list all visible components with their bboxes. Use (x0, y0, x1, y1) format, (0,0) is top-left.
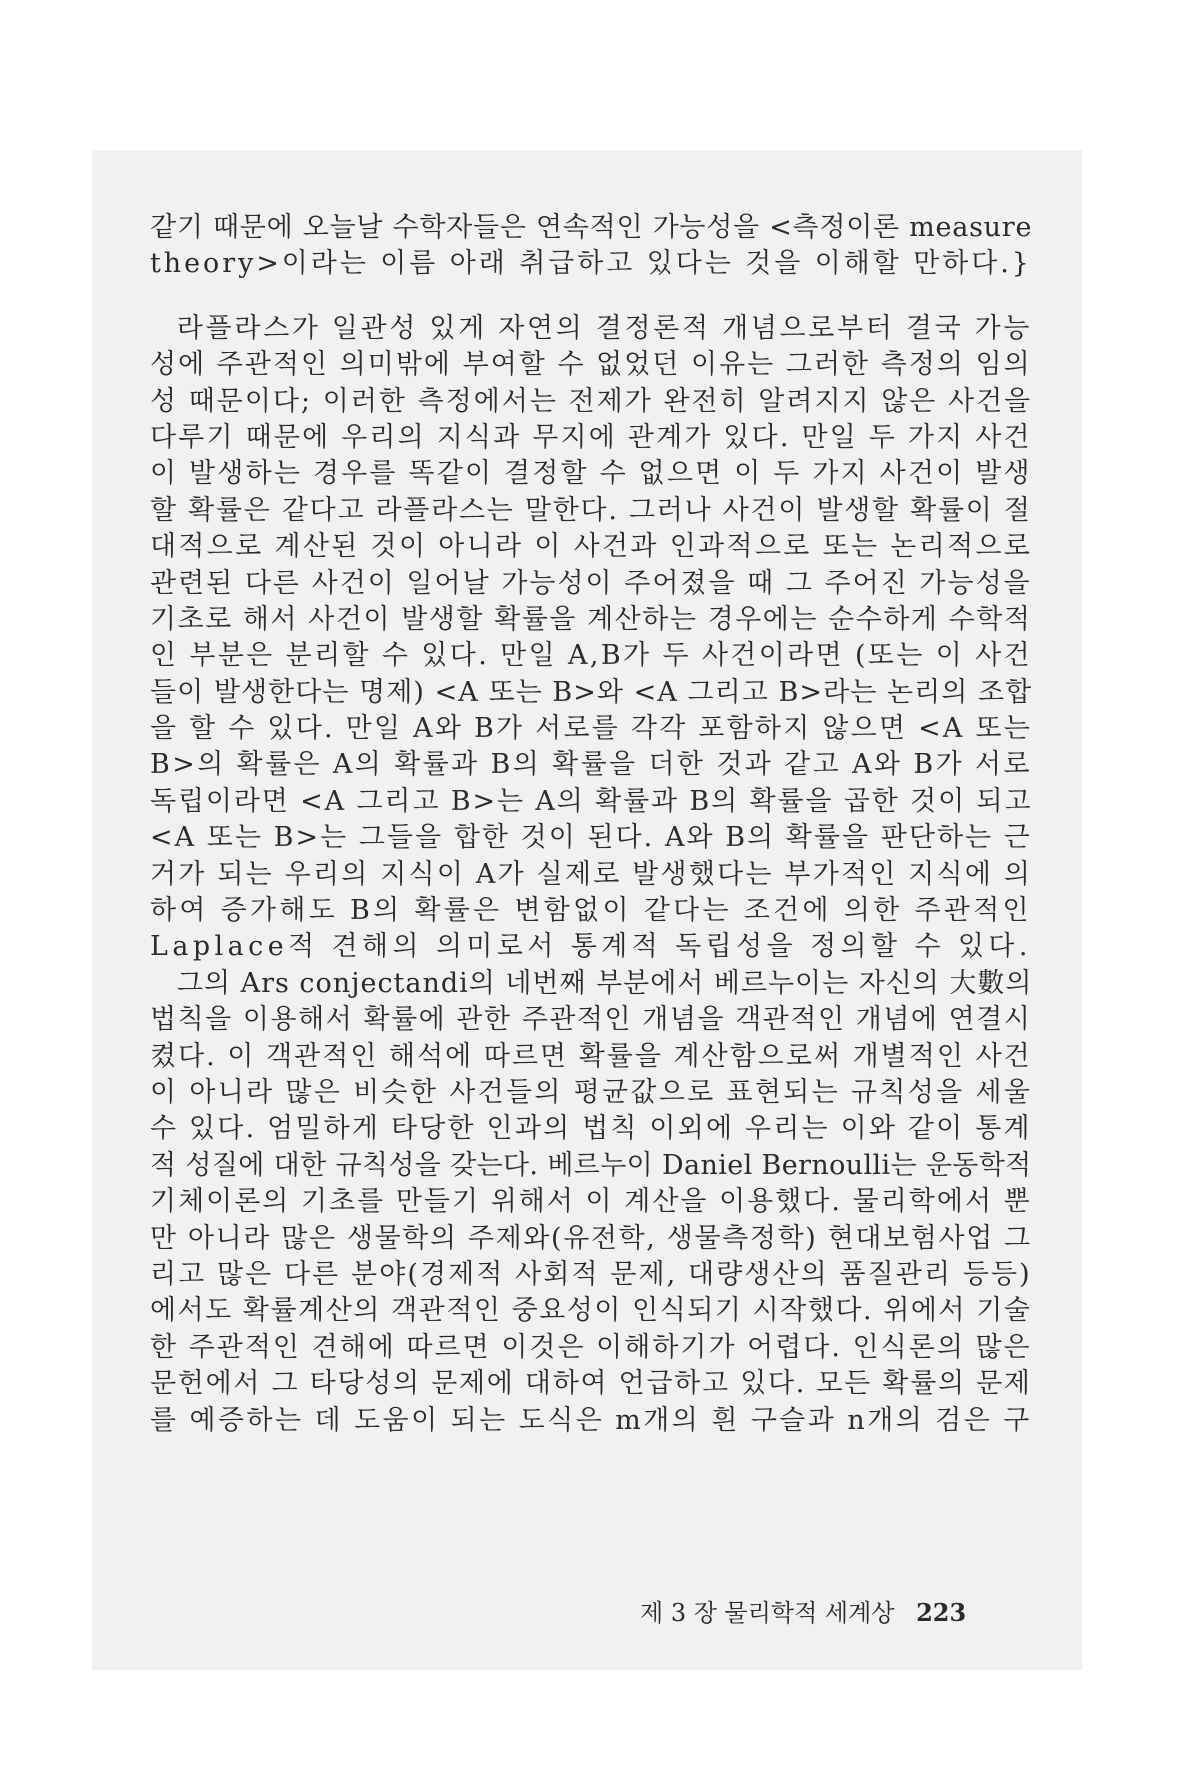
text-line: 하여 증가해도 B의 확률은 변함없이 같다는 조건에 의한 주관적인 (150, 895, 1032, 927)
text-line: 적 성질에 대한 규칙성을 갖는다. 베르누이 Daniel Bernoulli는 운동학적 (150, 1149, 1032, 1181)
text-line: 기체이론의 기초를 만들기 위해서 이 계산을 이용했다. 물리학에서 뿐 (150, 1186, 1032, 1218)
paragraph-1 (150, 210, 1032, 283)
body-text (150, 210, 1032, 1439)
text-line: 라플라스가 일관성 있게 자연의 결정론적 개념으로부터 결국 가능 (176, 312, 1033, 344)
page-footer (640, 1593, 966, 1628)
text-line: 거가 되는 우리의 지식이 A가 실제로 발생했다는 부가적인 지식에 의 (150, 858, 1033, 890)
text-line: <A 또는 B>는 그들을 합한 것이 된다. A와 B의 확률을 판단하는 근 (150, 822, 1032, 854)
text-line: 다루기 때문에 우리의 지식과 무지에 관계가 있다. 만일 두 가지 사건 (150, 421, 1032, 453)
text-line: 대적으로 계산된 것이 아니라 이 사건과 인과적으로 또는 논리적으로 (150, 531, 1033, 563)
paragraph-3 (150, 966, 1032, 1439)
text-line: 독립이라면 <A 그리고 B>는 A의 확률과 B의 확률을 곱한 것이 되고 (150, 785, 1033, 817)
text-line: 리고 많은 다른 분야(경제적 사회적 문제, 대량생산의 품질관리 등등) (150, 1258, 1032, 1290)
text-line: 이 아니라 많은 비슷한 사건들의 평균값으로 표현되는 규칙성을 세울 (150, 1076, 1033, 1108)
text-line: 을 할 수 있다. 만일 A와 B가 서로를 각각 포함하지 않으면 <A 또는 (150, 713, 1033, 745)
page-number: 223 (916, 1598, 967, 1627)
chapter-title: 제 3 장 물리학적 세계상 (640, 1599, 895, 1627)
text-line: 그의 Ars conjectandi의 네번째 부분에서 베르누이는 자신의 大數의 (176, 967, 1033, 999)
text-line: 켰다. 이 객관적인 해석에 따르면 확률을 계산함으로써 개별적인 사건 (150, 1040, 1032, 1072)
text-line: 만 아니라 많은 생물학의 주제와(유전학, 생물측정학) 현대보험사업 그 (150, 1222, 1032, 1254)
text-line: 문헌에서 그 타당성의 문제에 대하여 언급하고 있다. 모든 확률의 문제 (150, 1368, 1032, 1400)
paragraph-2 (150, 311, 1032, 966)
text-line: 에서도 확률계산의 객관적인 중요성이 인식되기 시작했다. 위에서 기술 (150, 1295, 1032, 1327)
text-line: 법칙을 이용해서 확률에 관한 주관적인 개념을 객관적인 개념에 연결시 (150, 1004, 1032, 1036)
text-line: 수 있다. 엄밀하게 타당한 인과의 법칙 이외에 우리는 이와 같이 통계 (150, 1113, 1032, 1145)
text-line: 를 예증하는 데 도움이 되는 도식은 m개의 흰 구슬과 n개의 검은 구 (150, 1404, 1032, 1436)
text-line: Laplace적 견해의 의미로서 통계적 독립성을 정의할 수 있다. (150, 931, 1032, 963)
text-line: 성에 주관적인 의미밖에 부여할 수 없었던 이유는 그러한 측정의 임의 (150, 349, 1032, 381)
text-line: 할 확률은 같다고 라플라스는 말한다. 그러나 사건이 발생할 확률이 절 (150, 494, 1032, 526)
text-line: 기초로 해서 사건이 발생할 확률을 계산하는 경우에는 순수하게 수학적 (150, 603, 1032, 635)
text-line: 같기 때문에 오늘날 수학자들은 연속적인 가능성을 <측정이론 measure (150, 212, 1033, 243)
text-line: 관련된 다른 사건이 일어날 가능성이 주어졌을 때 그 주어진 가능성을 (150, 567, 1032, 599)
text-line: B>의 확률은 A의 확률과 B의 확률을 더한 것과 같고 A와 B가 서로 (150, 749, 1032, 781)
text-line: 들이 발생한다는 명제) <A 또는 B>와 <A 그리고 B>라는 논리의 조합 (150, 676, 1033, 708)
text-line: 한 주관적인 견해에 따르면 이것은 이해하기가 어렵다. 인식론의 많은 (150, 1331, 1032, 1363)
text-line: 성 때문이다; 이러한 측정에서는 전제가 완전히 알려지지 않은 사건을 (150, 385, 1033, 417)
text-line: 이 발생하는 경우를 똑같이 결정할 수 없으면 이 두 가지 사건이 발생 (150, 458, 1032, 490)
text-line: 인 부분은 분리할 수 있다. 만일 A,B가 두 사건이라면 (또는 이 사건 (150, 640, 1033, 672)
text-line: theory>이라는 이름 아래 취급하고 있다는 것을 이해할 만하다.} (150, 248, 1032, 280)
